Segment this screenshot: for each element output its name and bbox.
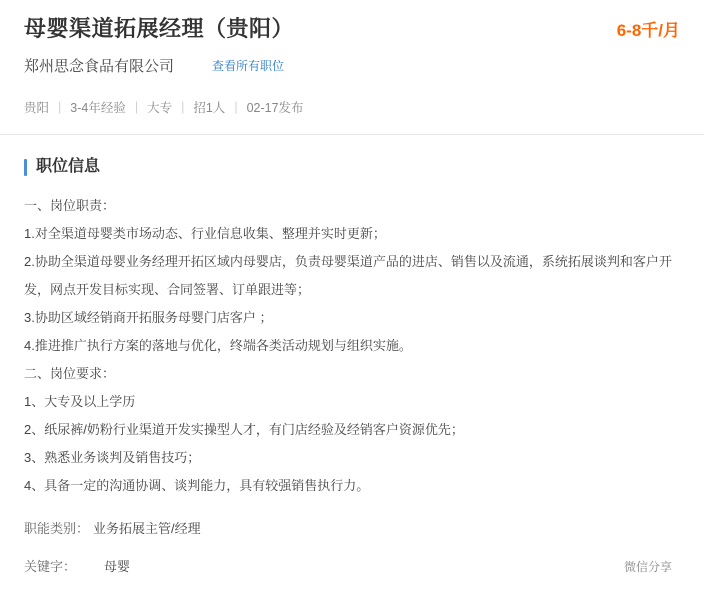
description-paragraph: 二、岗位要求： — [24, 366, 116, 381]
meta-location: 贵阳 — [24, 101, 50, 115]
description-paragraph: 1.对全渠道母婴类市场动态、行业信息收集、整理并实时更新； — [24, 226, 386, 241]
company-row — [24, 55, 680, 76]
description-paragraph: 1、大专及以上学历 — [24, 394, 136, 409]
keyword-label: 关键字： — [24, 559, 77, 574]
keyword-row — [24, 556, 680, 578]
job-category-label: 职能类别： — [24, 521, 90, 536]
section-header — [24, 158, 680, 176]
salary-text: 6-8千/月 — [616, 21, 680, 40]
meta-separator: | — [181, 100, 185, 114]
page-title: 母婴渠道拓展经理（贵阳） — [24, 16, 295, 41]
section-title: 职位信息 — [36, 158, 101, 175]
meta-separator: | — [58, 100, 62, 114]
meta-separator: | — [234, 100, 238, 114]
description-paragraph: 2.协助全渠道母婴业务经理开拓区域内母婴店，负责母婴渠道产品的进店、销售以及流通，系统拓展谈判和客户开发，网点开发目标实现、合同签署、订单跟进等； — [24, 254, 672, 297]
meta-education: 大专 — [147, 101, 173, 115]
section-accent-bar — [24, 159, 27, 176]
title-row — [24, 14, 680, 46]
meta-publish-date: 02-17发布 — [246, 101, 304, 115]
job-header — [0, 0, 704, 76]
job-category-value[interactable]: 业务拓展主管/经理 — [93, 521, 201, 536]
keyword-tag[interactable]: 母婴 — [104, 559, 131, 574]
view-all-jobs-link[interactable]: 查看所有职位 — [212, 59, 285, 73]
description-paragraph: 2、纸尿裤/奶粉行业渠道开发实操型人才，有门店经验及经销客户资源优先； — [24, 422, 464, 437]
description-paragraph: 3.协助区域经销商开拓服务母婴门店客户 ； — [24, 310, 273, 325]
wechat-share-link[interactable]: 微信分享 — [623, 560, 672, 574]
job-info-section — [0, 158, 704, 578]
meta-separator: | — [134, 100, 139, 114]
meta-experience: 3-4年经验 — [70, 101, 126, 115]
header-divider — [0, 134, 704, 135]
job-meta — [0, 98, 704, 116]
description-paragraph: 3、熟悉业务谈判及销售技巧； — [24, 450, 201, 465]
description-paragraph: 4、具备一定的沟通协调、谈判能力，具有较强销售执行力。 — [24, 478, 370, 493]
job-category-row — [24, 518, 680, 540]
job-description — [24, 192, 680, 500]
keyword-left — [24, 556, 130, 578]
meta-headcount: 招1人 — [193, 101, 226, 115]
description-paragraph: 一、岗位职责： — [24, 198, 116, 213]
description-paragraph: 4.推进推广执行方案的落地与优化，终端各类活动规划与组织实施。 — [24, 338, 412, 353]
company-name: 郑州思念食品有限公司 — [24, 58, 175, 75]
